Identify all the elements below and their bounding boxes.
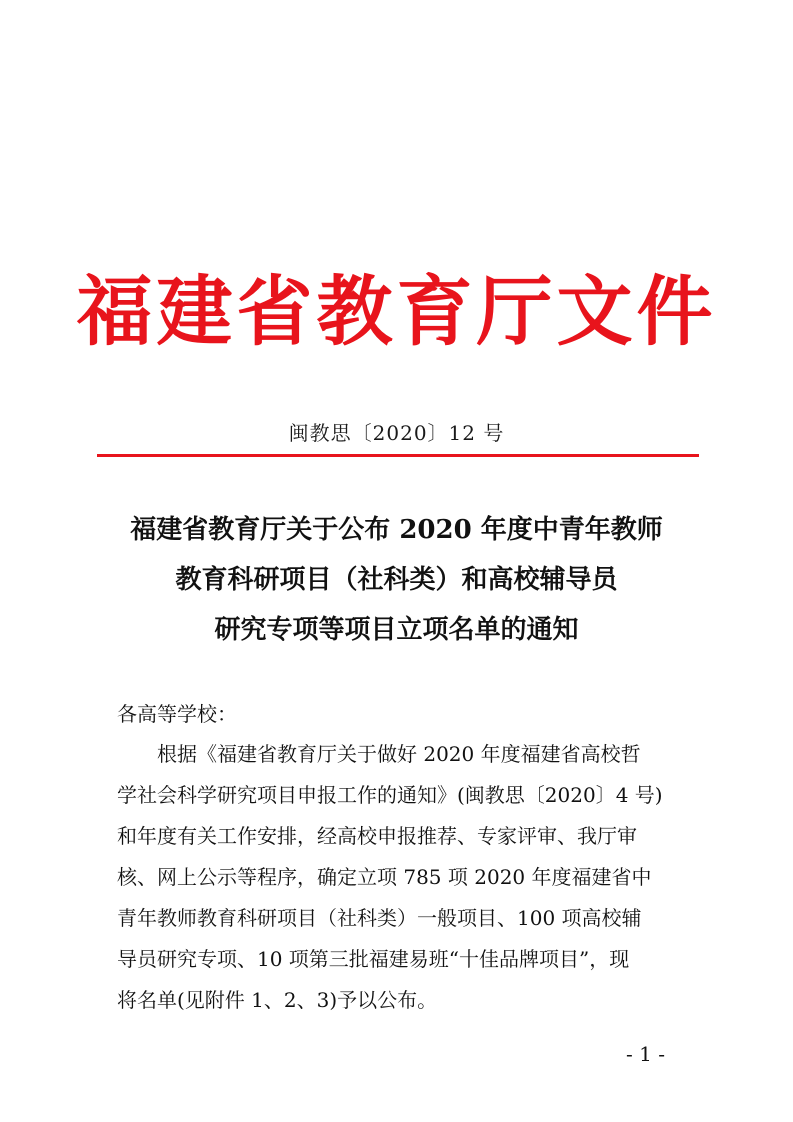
body-line-7: 将名单(见附件 1、2、3)予以公布。 (117, 988, 438, 1012)
body-line-4: 核、网上公示等程序，确定立项 785 项 2020 年度福建省中 (117, 865, 652, 889)
title-line-3: 研究专项等项目立项名单的通知 (214, 615, 579, 645)
title-line-2: 教育科研项目（社科类）和高校辅导员 (175, 565, 618, 595)
red-divider-line (97, 454, 699, 457)
document-masthead: 福建省教育厅文件 (76, 267, 717, 356)
page-number: - 1 - (626, 1042, 665, 1066)
salutation: 各高等学校： (117, 702, 237, 726)
body-line-3: 和年度有关工作安排，经高校申报推荐、专家评审、我厅审 (117, 824, 637, 848)
title-line-1: 福建省教育厅关于公布 2020 年度中青年教师 (130, 515, 663, 545)
body-line-2: 学社会科学研究项目申报工作的通知》(闽教思〔2020〕4 号) (117, 783, 663, 807)
body-line-1: 根据《福建省教育厅关于做好 2020 年度福建省高校哲 (157, 742, 641, 766)
document-number: 闽教思〔2020〕12 号 (288, 421, 505, 445)
notice-title (0, 505, 793, 655)
body-line-6: 导员研究专项、10 项第三批福建易班“十佳品牌项目”，现 (117, 947, 630, 971)
body-paragraph (117, 734, 687, 1021)
body-line-5: 青年教师教育科研项目（社科类）一般项目、100 项高校辅 (117, 906, 642, 930)
